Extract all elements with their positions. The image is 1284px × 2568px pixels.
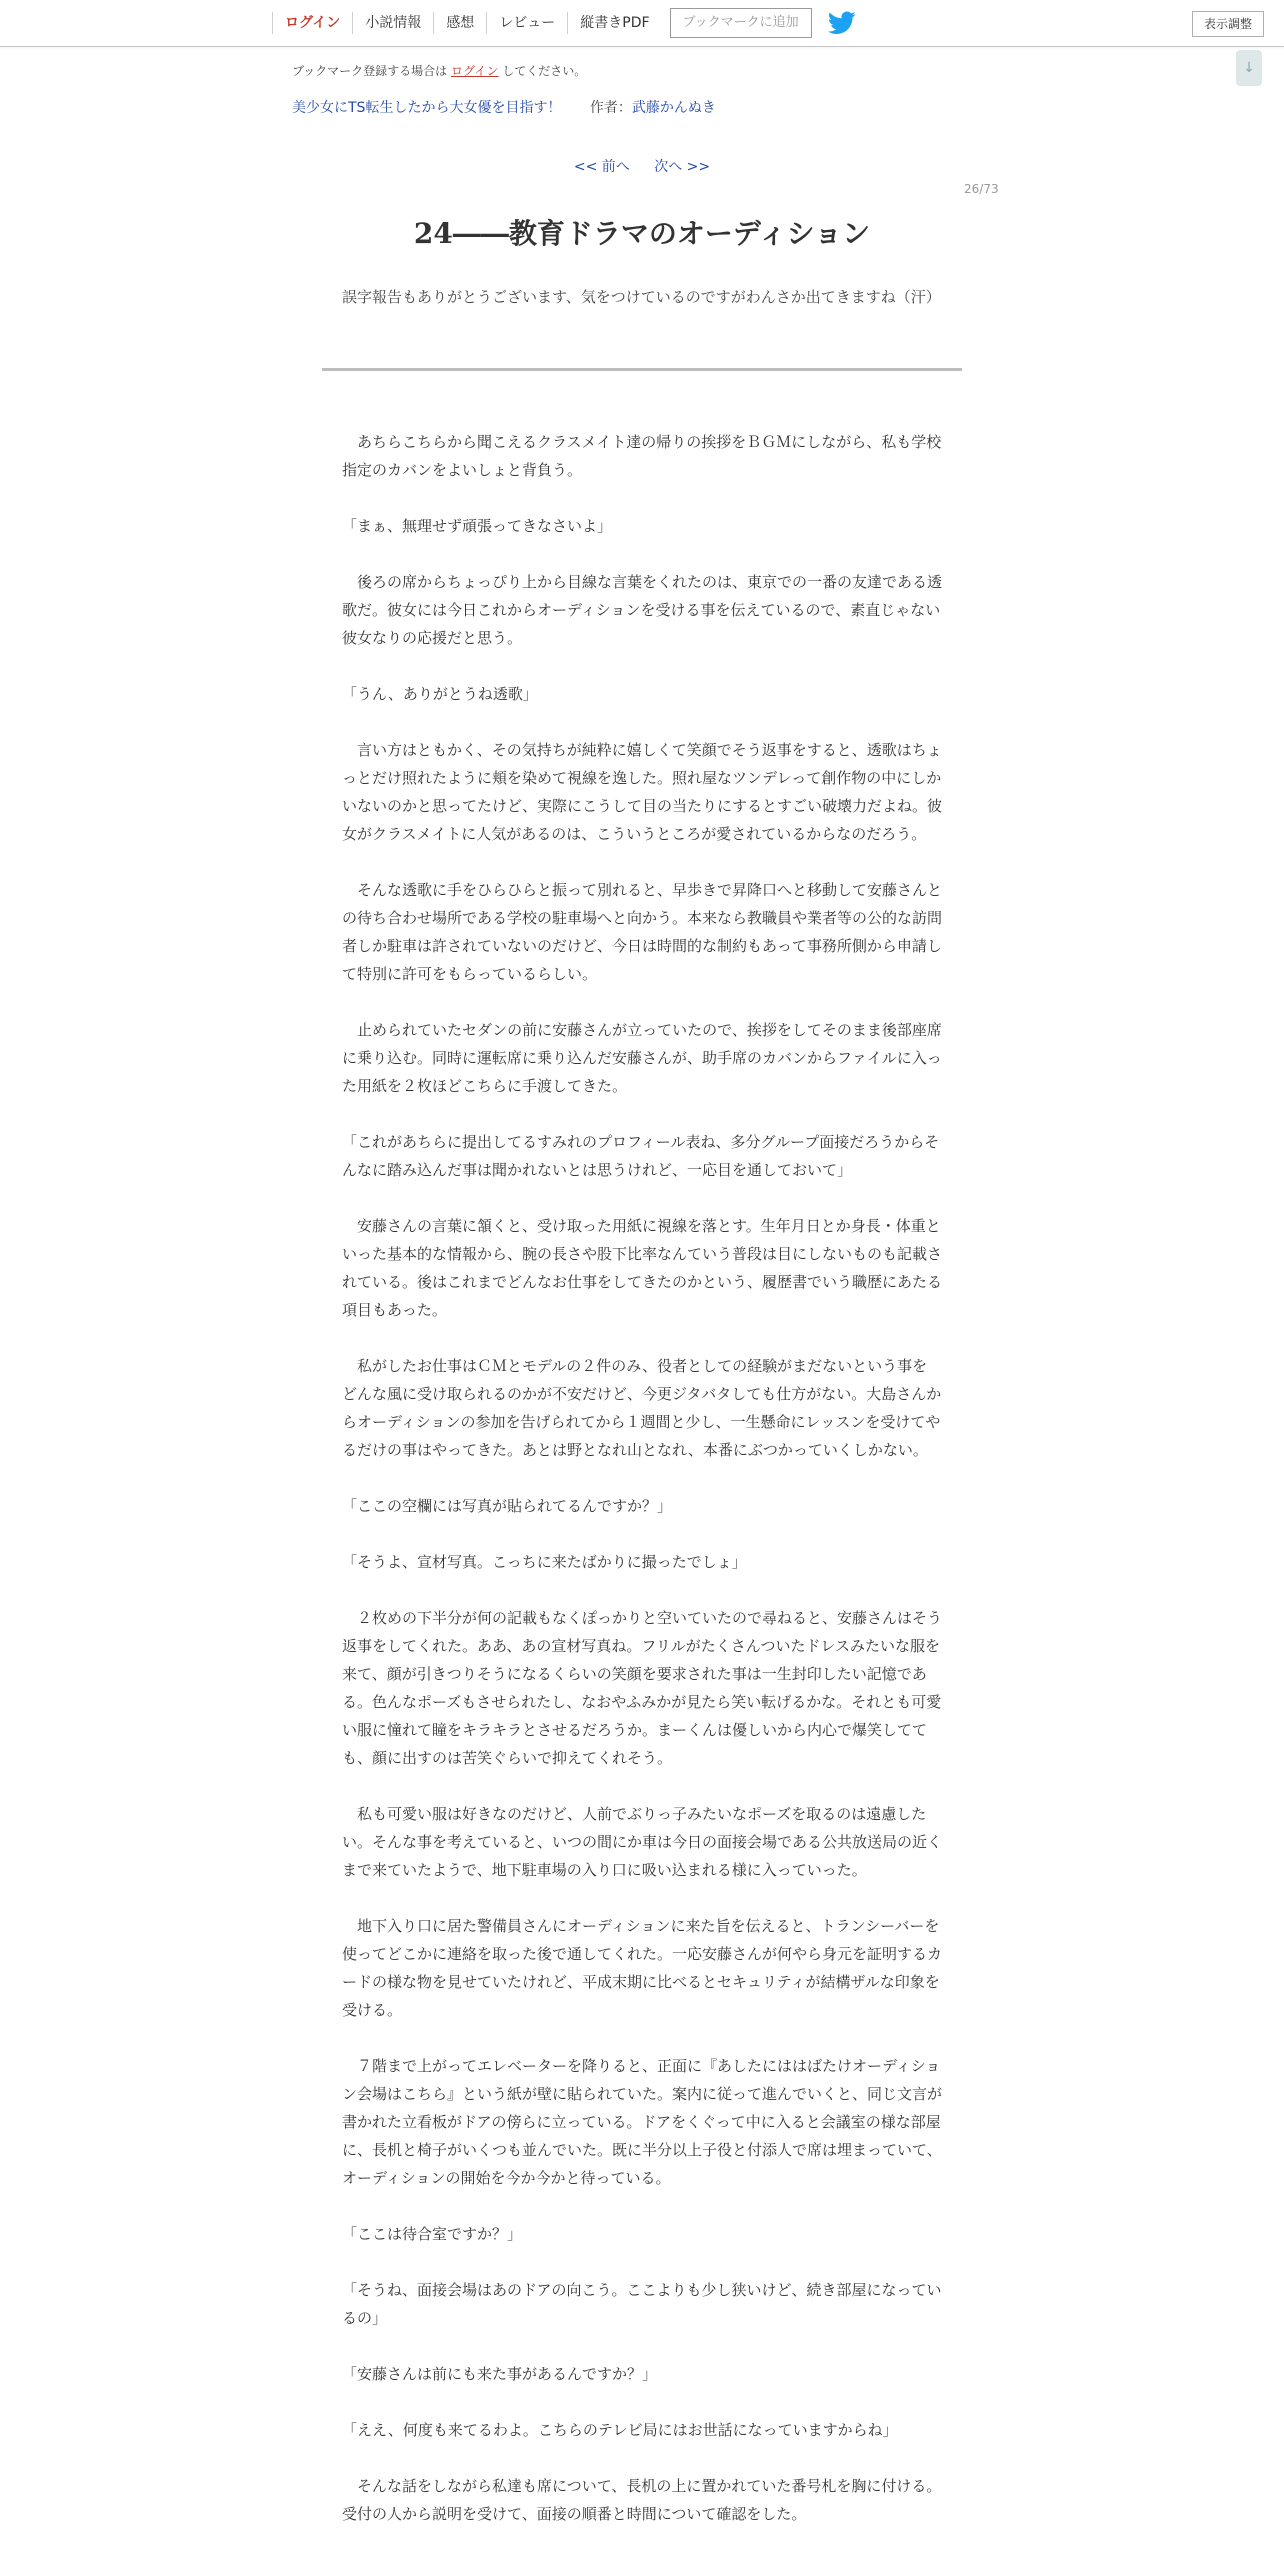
body-paragraph: 「ここの空欄には写真が貼られてるんですか？」 [342,1497,673,1515]
impressions-link[interactable]: 感想 [433,12,486,34]
body-paragraph: 後ろの席からちょっぴり上から目線な言葉をくれたのは、東京での一番の友達である透歌だ。彼女には今日これからオーディションを受ける事を伝えているので、素直じゃない彼女なりの応援だと思う。 [342,573,943,647]
login-link[interactable]: ログイン [272,12,352,34]
chapter-preface: 誤字報告もありがとうございます、気をつけているのですがわんさか出てきますね（汗） [342,288,941,306]
body-paragraph: 言い方はともかく、その気持ちが純粋に嬉しくて笑顔でそう返事をすると、透歌はちょっとだけ照れたように頬を染めて視線を逸した。照れ屋なツンデレって創作物の中にしかいないのかと思ってたけど、実際にこうして目の当たりにするとすごい破壊力だよね。彼女がクラスメイトに人気があるのは、こういうところが愛されているからなのだろう。 [342,741,943,843]
prev-chapter-link[interactable]: << 前へ [573,159,630,175]
bookmark-note [292,62,586,79]
review-link[interactable]: レビュー [486,12,567,34]
novel-title-link[interactable]: 美少女にTS転生したから大女優を目指す！ [292,100,562,116]
body-paragraph: ７階まで上がってエレベーターを降りると、正面に『あしたにははばたけオーディション会場はこちら』という紙が壁に貼られていた。案内に従って進んでいくと、同じ文言が書かれた立看板がドアの傍らに立っている。ドアをくぐって中に入ると会議室の様な部屋に、長机と椅子がいくつも並んでいた。既に半分以上子役と付添人で席は埋まっていて、オーディションの開始を今か今かと待っている。 [342,2057,943,2187]
body-paragraph: 地下入り口に居た警備員さんにオーディションに来た旨を伝えると、トランシーバーを使ってどこかに連絡を取った後で通してくれた。一応安藤さんが何やら身元を証明するカードの様な物を見せていたけれど、平成末期に比べるとセキュリティが結構ザルな印象を受ける。 [342,1917,943,2019]
author-label: 作者： [589,100,632,116]
bookmark-note-pre: ブックマーク登録する場合は [292,64,448,78]
body-paragraph: そんな透歌に手をひらひらと振って別れると、早歩きで昇降口へと移動して安藤さんとの待ち合わせ場所である学校の駐車場へと向かう。本来なら教職員や業者等の公的な訪問者しか駐車は許されていないのだけど、今日は時間的な制約もあって事務所側から申請して特別に許可をもらっているらしい。 [342,881,943,983]
bookmark-note-post: してください。 [502,64,587,78]
body-paragraph: 安藤さんの言葉に頷くと、受け取った用紙に視線を落とす。生年月日とか身長・体重といった基本的な情報から、腕の長さや股下比率なんていう普段は目にしないものも記載されている。後はこれまでどんなお仕事をしてきたのかという、履歴書でいう職歴にあたる項目もあった。 [342,1217,943,1319]
body-paragraph: 「ええ、何度も来てるわよ。こちらのテレビ局にはお世話になっていますからね」 [342,2421,898,2439]
chapter-count: 26/73 [964,182,999,196]
body-paragraph: 「ここは待合室ですか？」 [342,2225,523,2243]
preface-divider [322,368,962,371]
body-paragraph: 「そうね、面接会場はあのドアの向こう。ここよりも少し狭いけど、続き部屋になっているの」 [342,2281,942,2327]
body-paragraph: あちらこちらから聞こえるクラスメイト達の帰りの挨拶をＢＧＭにしながら、私も学校指定のカバンをよいしょと背負う。 [342,433,942,479]
body-paragraph: 「うん、ありがとうね透歌」 [342,685,538,703]
chapter-pager [0,156,1284,176]
body-paragraph: 「安藤さんは前にも来た事があるんですか？」 [342,2365,658,2383]
nav-links [272,0,856,46]
body-paragraph: 私も可愛い服は好きなのだけど、人前でぶりっ子みたいなポーズを取るのは遠慮したい。そんな事を考えていると、いつの間にか車は今日の面接会場である公共放送局の近くまで来ていたようで、地下駐車場の入り口に吸い込まれる様に入っていった。 [342,1805,943,1879]
add-bookmark-button[interactable]: ブックマークに追加 [670,8,812,38]
body-paragraph: 止められていたセダンの前に安藤さんが立っていたので、挨拶をしてそのまま後部座席に乗り込む。同時に運転席に乗り込んだ安藤さんが、助手席のカバンからファイルに入った用紙を２枚ほどこちらに手渡してきた。 [342,1021,942,1095]
bookmark-login-link[interactable]: ログイン [451,64,499,78]
body-paragraph: ２枚めの下半分が何の記載もなくぽっかりと空いていたので尋ねると、安藤さんはそう返事をしてくれた。ああ、あの宣材写真ね。フリルがたくさんついたドレスみたいな服を来て、顔が引きつりそうになるくらいの笑顔を要求された事は一生封印したい記憶である。色んなポーズもさせられたし、なおやふみかが見たら笑い転げるかな。それとも可愛い服に憧れて瞳をキラキラとさせるだろうか。まーくんは優しいから内心で爆笑してても、顔に出すのは苦笑ぐらいで抑えてくれそう。 [342,1609,943,1767]
novel-info-link[interactable]: 小説情報 [352,12,433,34]
next-chapter-link[interactable]: 次へ >> [654,159,711,175]
novel-header [292,97,716,117]
body-paragraph: 「そうよ、宣材写真。こっちに来たばかりに撮ったでしょ」 [342,1553,747,1571]
body-paragraph: 「まぁ、無理せず頑張ってきなさいよ」 [342,517,613,535]
vertical-pdf-link[interactable]: 縦書きPDF [567,12,661,34]
body-paragraph: 「これがあちらに提出してるすみれのプロフィール表ね、多分グループ面接だろうからそんなに踏み込んだ事は聞かれないとは思うけれど、一応目を通しておいて」 [342,1133,940,1179]
body-paragraph: そんな話をしながら私達も席について、長机の上に置かれていた番号札を胸に付ける。受付の人から説明を受けて、面接の順番と時間について確認をした。 [342,2477,942,2523]
body-paragraph: 私がしたお仕事はＣＭとモデルの２件のみ、役者としての経験がまだないという事をどんな風に受け取られるのかが不安だけど、今更ジタバタしても仕方がない。大島さんからオーディションの参加を告げられてから１週間と少し、一生懸命にレッスンを受けてやるだけの事はやってきた。あとは野となれ山となれ、本番にぶつかっていくしかない。 [342,1357,942,1459]
author-link[interactable]: 武藤かんぬき [631,100,716,116]
twitter-icon[interactable] [828,11,856,35]
chapter-body [342,428,942,2556]
top-navbar [0,0,1284,47]
scroll-down-icon[interactable]: ↓ [1236,50,1262,86]
display-settings-button[interactable]: 表示調整 [1192,11,1264,37]
chapter-title: 24――教育ドラマのオーディション [413,217,871,250]
